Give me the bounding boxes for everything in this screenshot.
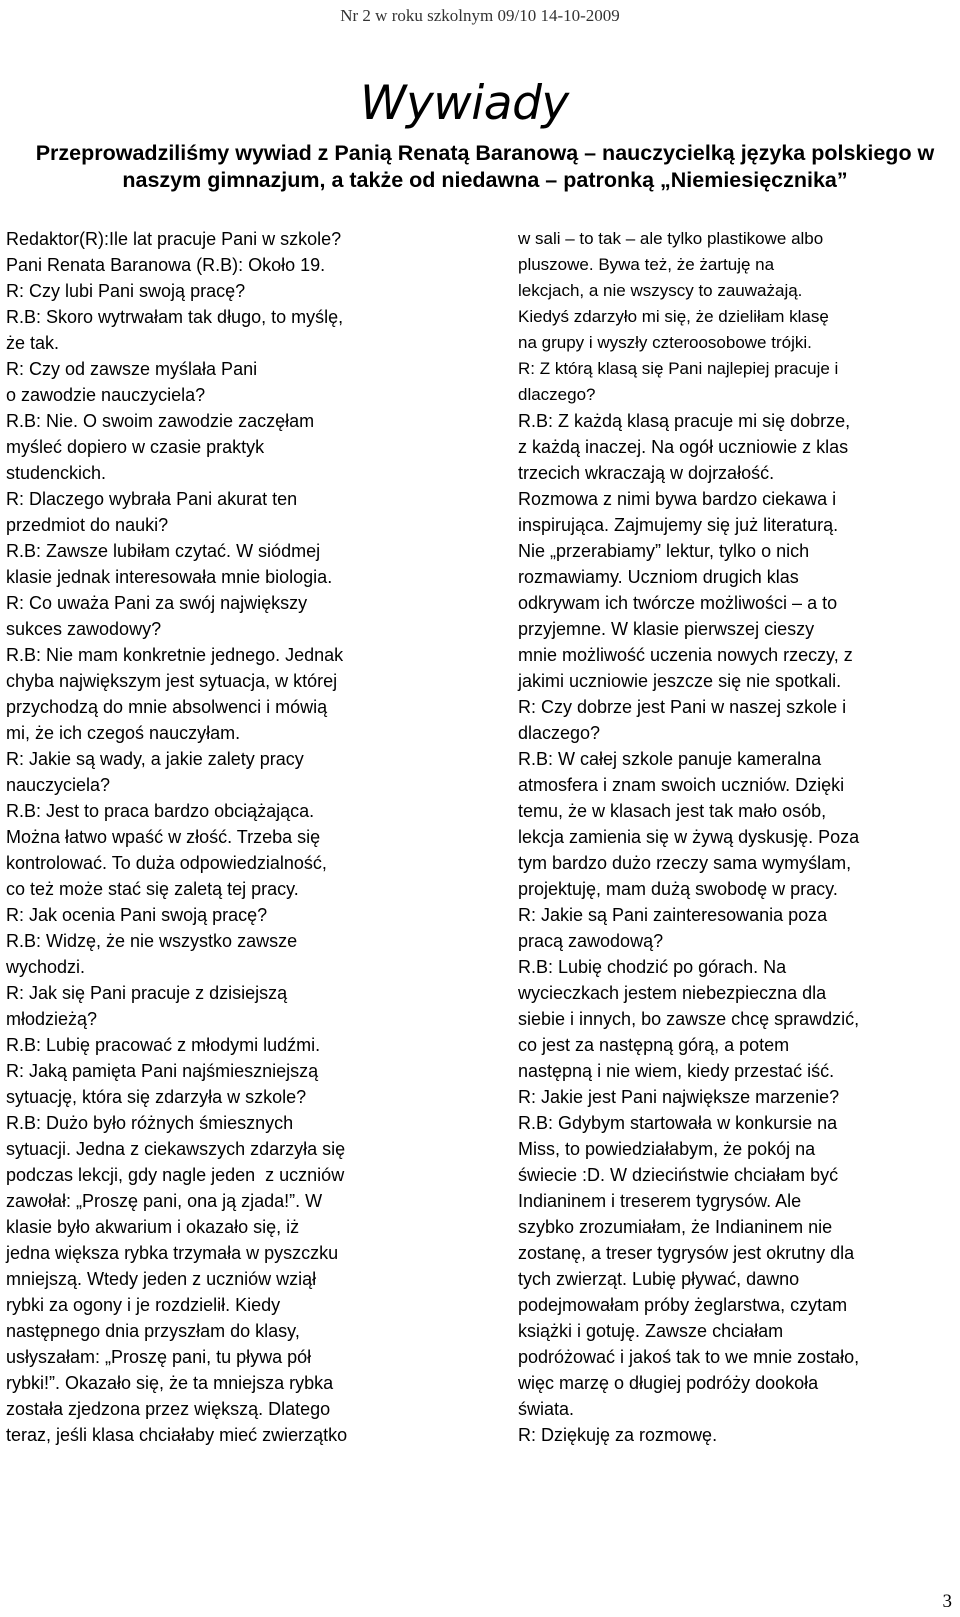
left-column-line: Pani Renata Baranowa (R.B): Około 19. xyxy=(6,255,326,275)
right-column-line: dlaczego? xyxy=(518,723,601,743)
left-column-line: R.B: Nie mam konkretnie jednego. Jednak xyxy=(6,645,344,665)
left-column-line: podczas lekcji, gdy nagle jeden z uczniów xyxy=(6,1165,345,1185)
right-column-line: więc marzę o długiej podróży dookoła xyxy=(518,1373,819,1393)
right-column-line: siebie i innych, bo zawsze chcę sprawdzić, xyxy=(518,1009,860,1029)
right-column-line: R: Dziękuję za rozmowę. xyxy=(518,1425,718,1445)
right-column-line: Rozmowa z nimi bywa bardzo ciekawa i xyxy=(518,489,837,509)
right-column-line: trzecich wkraczają w dojrzałość. xyxy=(518,463,775,483)
left-column-line: usłyszałam: „Proszę pani, tu pływa pół xyxy=(6,1347,312,1367)
left-column-first-line: Redaktor(R):Ile lat pracuje Pani w szkole? xyxy=(6,229,342,249)
right-column-line: pluszowe. Bywa też, że żartuję na xyxy=(518,255,775,274)
left-column-line: R: Dlaczego wybrała Pani akurat ten xyxy=(6,489,298,509)
page-number: 3 xyxy=(942,1591,952,1612)
left-column-line: następnego dnia przyszłam do klasy, xyxy=(6,1321,300,1341)
left-column-line: R: Jaką pamięta Pani najśmieszniejszą xyxy=(6,1061,319,1081)
left-column-line: R: Czy lubi Pani swoją pracę? xyxy=(6,281,246,301)
left-column-line: mniejszą. Wtedy jeden z uczniów wziął xyxy=(6,1269,317,1289)
left-column-line: przedmiot do nauki? xyxy=(6,515,169,535)
right-column-line: mnie możliwość uczenia nowych rzeczy, z xyxy=(518,645,853,665)
left-column-line: R.B: Widzę, że nie wszystko zawsze xyxy=(6,931,298,951)
right-column-line: Indianinem i treserem tygrysów. Ale xyxy=(518,1191,802,1211)
right-column-line: lekcja zamienia się w żywą dyskusję. Poza xyxy=(518,827,860,847)
right-column-line: wycieczkach jestem niebezpieczna dla xyxy=(518,983,827,1003)
left-column xyxy=(6,226,446,1445)
left-column-line: R: Jakie są wady, a jakie zalety pracy xyxy=(6,749,304,769)
right-column-line: rozmawiamy. Uczniom drugich klas xyxy=(518,567,799,587)
left-column-line: sytuacji. Jedna z ciekawszych zdarzyła się xyxy=(6,1139,346,1159)
right-column-line: R: Czy dobrze jest Pani w naszej szkole i xyxy=(518,697,847,717)
left-column-line: sukces zawodowy? xyxy=(6,619,162,639)
left-column-line: R.B: Zawsze lubiłam czytać. W siódmej xyxy=(6,541,321,561)
left-column-line: kontrolować. To duża odpowiedzialność, xyxy=(6,853,327,873)
intro-text: Przeprowadziliśmy wywiad z Panią Renatą Baranową – nauczycielką języka polskiego w naszym gimnazjum, a także od niedawna – patronką „Niemiesięcznika” xyxy=(35,141,935,192)
right-column-line: podróżować i jakoś tak to we mnie zostało, xyxy=(518,1347,860,1367)
right-column-line: inspirująca. Zajmujemy się już literaturą. xyxy=(518,515,839,535)
right-column-line: temu, że w klasach jest tak mało osób, xyxy=(518,801,827,821)
right-column xyxy=(518,226,948,1448)
left-column-line: że tak. xyxy=(6,333,60,353)
left-column-line: sytuację, która się zdarzyła w szkole? xyxy=(6,1087,307,1107)
right-column-line: świecie :D. W dzieciństwie chciałam być xyxy=(518,1165,839,1185)
left-column-line: R: Czy od zawsze myślała Pani xyxy=(6,359,258,379)
left-column-line: R.B: Jest to praca bardzo obciążająca. xyxy=(6,801,315,821)
right-column-line: pracą zawodową? xyxy=(518,931,664,951)
right-column-line: jakimi uczniowie jeszcze się nie spotkali. xyxy=(518,671,842,691)
left-column-line: R: Co uważa Pani za swój największy xyxy=(6,593,308,613)
left-column-line: została zjedzona przez większą. Dlatego xyxy=(6,1399,331,1419)
right-column-line: świata. xyxy=(518,1399,575,1419)
right-column-line: zostanę, a treser tygrysów jest okrutny dla xyxy=(518,1243,855,1263)
right-column-line: szybko zrozumiałam, że Indianinem nie xyxy=(518,1217,833,1237)
left-column-line: rybki!”. Okazało się, że ta mniejsza rybka xyxy=(6,1373,334,1393)
right-column-line: lekcjach, a nie wszyscy to zauważają. xyxy=(518,281,803,300)
left-column-line: co też może stać się zaletą tej pracy. xyxy=(6,879,299,899)
page-title: Wywiady xyxy=(360,76,569,131)
right-column-line: Miss, to powiedziałabym, że pokój na xyxy=(518,1139,816,1159)
right-column-line: Kiedyś zdarzyło mi się, że dzieliłam klasę xyxy=(518,307,829,326)
right-column-line: dlaczego? xyxy=(518,385,596,404)
right-column-line: R.B: Lubię chodzić po górach. Na xyxy=(518,957,787,977)
left-column-line: klasie było akwarium i okazało się, iż xyxy=(6,1217,300,1237)
left-column-line: rybki za ogony i je rozdzielił. Kiedy xyxy=(6,1295,281,1315)
right-column-line: R: Jakie są Pani zainteresowania poza xyxy=(518,905,828,925)
right-column-line: podejmowałam próby żeglarstwa, czytam xyxy=(518,1295,848,1315)
right-column-line: R: Jakie jest Pani największe marzenie? xyxy=(518,1087,840,1107)
left-column-line: młodzieżą? xyxy=(6,1009,98,1029)
right-column-line: następną i nie wiem, kiedy przestać iść. xyxy=(518,1061,835,1081)
left-column-line: myśleć dopiero w czasie praktyk xyxy=(6,437,265,457)
left-column-line: przychodzą do mnie absolwenci i mówią xyxy=(6,697,328,717)
left-column-line: R.B: Nie. O swoim zawodzie zaczęłam xyxy=(6,411,315,431)
right-column-line: odkrywam ich twórcze możliwości – a to xyxy=(518,593,838,613)
right-column-line: przyjemne. W klasie pierwszej cieszy xyxy=(518,619,815,639)
right-column-line: na grupy i wyszły czteroosobowe trójki. xyxy=(518,333,812,352)
page-header: Nr 2 w roku szkolnym 09/10 14-10-2009 xyxy=(340,6,620,25)
left-column-line: zawołał: „Proszę pani, ona ją zjada!”. W xyxy=(6,1191,323,1211)
right-column-line: R.B: Z każdą klasą pracuje mi się dobrze, xyxy=(518,411,851,431)
left-column-line: R.B: Dużo było różnych śmiesznych xyxy=(6,1113,294,1133)
right-column-line: w sali – to tak – ale tylko plastikowe albo xyxy=(518,229,824,248)
left-column-line: R: Jak ocenia Pani swoją pracę? xyxy=(6,905,268,925)
left-column-line: R.B: Lubię pracować z młodymi ludźmi. xyxy=(6,1035,321,1055)
left-column-line: R.B: Skoro wytrwałam tak długo, to myślę, xyxy=(6,307,344,327)
left-column-line: Można łatwo wpaść w złość. Trzeba się xyxy=(6,827,321,847)
right-column-line: tym bardzo dużo rzeczy sama wymyślam, xyxy=(518,853,852,873)
left-column-line: klasie jednak interesowała mnie biologia. xyxy=(6,567,333,587)
left-column-line: studenckich. xyxy=(6,463,107,483)
left-column-line: R: Jak się Pani pracuje z dzisiejszą xyxy=(6,983,288,1003)
right-column-line: R: Z którą klasą się Pani najlepiej pracuje i xyxy=(518,359,839,378)
right-column-line: co jest za następną górą, a potem xyxy=(518,1035,790,1055)
right-column-line: R.B: W całej szkole panuje kameralna xyxy=(518,749,822,769)
left-column-line: chyba największym jest sytuacja, w której xyxy=(6,671,338,691)
left-column-line: o zawodzie nauczyciela? xyxy=(6,385,206,405)
right-column-line: atmosfera i znam swoich uczniów. Dzięki xyxy=(518,775,845,795)
left-column-line: jedna większa rybka trzymała w pyszczku xyxy=(6,1243,339,1263)
left-column-line: nauczyciela? xyxy=(6,775,111,795)
right-column-line: tych zwierząt. Lubię pływać, dawno xyxy=(518,1269,800,1289)
left-column-line: wychodzi. xyxy=(6,957,86,977)
left-column-line: mi, że ich czegoś nauczyłam. xyxy=(6,723,241,743)
right-column-line: Nie „przerabiamy” lektur, tylko o nich xyxy=(518,541,810,561)
right-column-line: z każdą inaczej. Na ogół uczniowie z klas xyxy=(518,437,849,457)
left-column-line: teraz, jeśli klasa chciałaby mieć zwierzątko xyxy=(6,1425,348,1445)
right-column-line: R.B: Gdybym startowała w konkursie na xyxy=(518,1113,838,1133)
left-column-text xyxy=(6,252,347,1448)
right-column-line: książki i gotuję. Zawsze chciałam xyxy=(518,1321,784,1341)
right-column-line: projektuję, mam dużą swobodę w pracy. xyxy=(518,879,838,899)
